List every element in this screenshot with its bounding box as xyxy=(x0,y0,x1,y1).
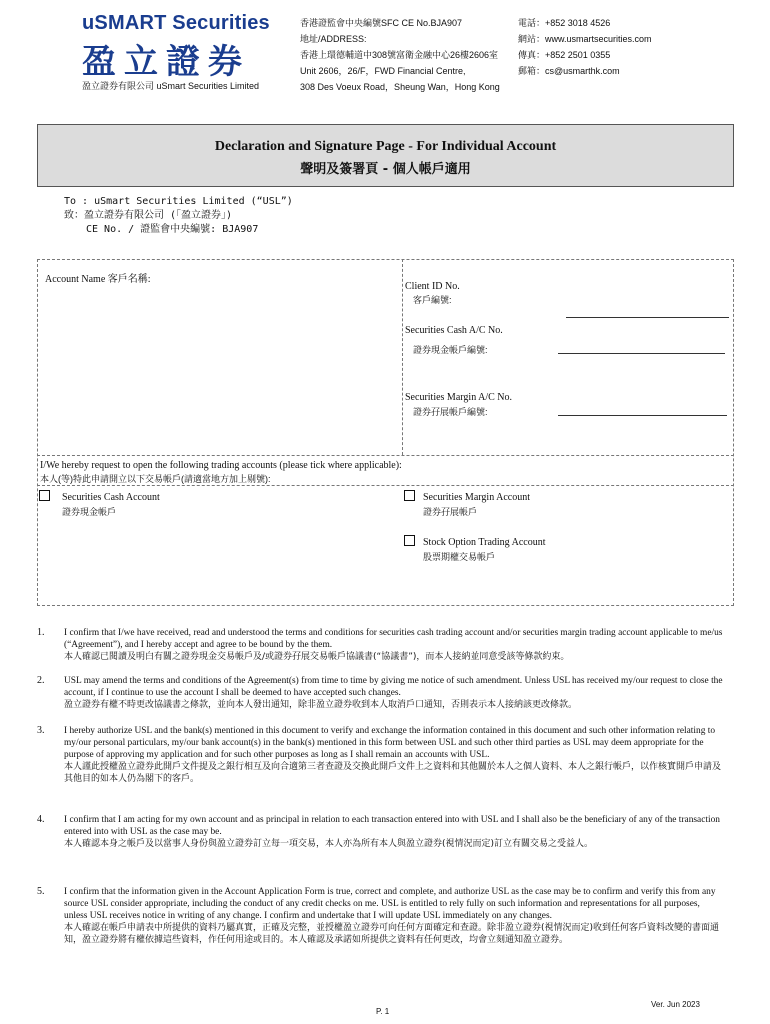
address-line: Unit 2606，26/F，FWD Financial Centre, xyxy=(300,66,466,76)
addressee-line: To : uSmart Securities Limited (“USL”) xyxy=(64,196,293,207)
clause-chinese: 本人確認本身之帳戶及以當事人身份與盈立證券訂立每一項交易，本人亦為所有本人與盈立證券(視情況而定)訂立有關交易之受益人。 xyxy=(64,839,594,849)
clause-text xyxy=(64,886,724,946)
contact-phone: 電話：+852 3018 4526 xyxy=(518,18,611,28)
brand-company-name: 盈立證券有限公司 uSmart Securities Limited xyxy=(82,81,260,91)
clause-chinese: 盈立證券有權不時更改協議書之條款，並向本人發出通知，除非盈立證券收到本人取消戶口通知，否則表示本人接納該更改條款。 xyxy=(64,700,578,710)
address-line: 308 Des Voeux Road，Sheung Wan，Hong Kong xyxy=(300,82,500,92)
option-account-checkbox[interactable] xyxy=(404,535,415,546)
option-account-option-label: Stock Option Trading Account xyxy=(423,537,546,548)
margin-account-checkbox[interactable] xyxy=(404,490,415,501)
address-line: 地址/ADDRESS: xyxy=(300,34,367,44)
form-divider xyxy=(37,455,734,456)
clause-number: 3. xyxy=(37,725,45,736)
addressee-line: CE No. / 證監會中央編號: BJA907 xyxy=(86,224,259,235)
clause-chinese: 本人確認在帳戶申請表中所提供的資料乃屬真實，正確及完整，並授權盈立證券可向任何方面確定和查證。除非盈立證券(視情況而定)收到任何客戶資料改變的書面通知，盈立證券將有權依據這些資料，作任何用途或目的。本人確認及承諾如所提供之資料有任何更改，均會立刻通知盈立證券。 xyxy=(64,923,720,945)
page-title-chinese: 聲明及簽署頁 - 個人帳戶適用 xyxy=(300,162,471,177)
margin-account-option-label-chinese: 證券孖展帳戶 xyxy=(423,507,478,517)
clause-text xyxy=(64,814,724,850)
request-text: I/We hereby request to open the following trading accounts (please tick where applicable): xyxy=(40,460,402,471)
clause-text xyxy=(64,725,724,785)
clause-text xyxy=(64,675,724,711)
cash-ac-field[interactable] xyxy=(558,353,725,354)
account-name-label: Account Name 客戶名稱: xyxy=(45,274,151,285)
address-line: 香港上環德輔道中308號富衛金融中心26樓2606室 xyxy=(300,50,499,60)
clause-english: I confirm that the information given in the Account Application Form is true, correct and complete, and authorize USL as the case may be to confirm and verify this from any source USL consider appropriate, including the conduct of any credit checks on me. USL is entitled to rely fully on such information and representations for all purposes, unless USL receives notice in writing of any change. I confirm and undertake that I will update USL immediately on any changes. xyxy=(64,887,716,921)
clause-number: 1. xyxy=(37,627,45,638)
clause-english: I confirm that I/we have received, read and understood the terms and conditions for securities cash trading account and/or securities margin trading account applicable to me/us (“Agreement”), and I hereby accept and agree to be bound by the them. xyxy=(64,628,723,650)
contact-fax: 傳真：+852 2501 0355 xyxy=(518,50,611,60)
form-divider xyxy=(402,259,403,455)
cash-account-option-label-chinese: 證券現金帳戶 xyxy=(62,507,117,517)
clause-text xyxy=(64,627,724,663)
cash-ac-label: Securities Cash A/C No. xyxy=(405,325,503,336)
clause-english: I hereby authorize USL and the bank(s) mentioned in this document to verify and exchange the information contained in this document and such other information relating to my/our personal particulars, my/our bank account(s) in the bank(s) mentioned in this form between USL and such other third parties as USL may deem appropriate for the purpose of approving my application and for such other purposes as long as I shall remain an accounts with USL. xyxy=(64,726,716,760)
company-contact xyxy=(518,15,652,79)
clause-number: 5. xyxy=(37,886,45,897)
title-box xyxy=(37,124,734,187)
addressee-line: 致：盈立證券有限公司 (「盈立證券」) xyxy=(64,210,233,221)
clause-english: USL may amend the terms and conditions of the Agreement(s) from time to time by giving me notice of such amendment. Unless USL has received my/our request to close the account, if I continue to use the account I shall be deemed to have accepted such changes. xyxy=(64,676,723,698)
clause-chinese: 本人確認已閱讀及明白有關之證券現金交易帳戶及/或證券孖展交易帳戶協議書(“協議書”)，而本人接納並同意受該等條款約束。 xyxy=(64,652,570,662)
page-number: P. 1 xyxy=(376,1007,390,1016)
margin-ac-label: Securities Margin A/C No. xyxy=(405,392,513,403)
cash-account-checkbox[interactable] xyxy=(39,490,50,501)
account-form xyxy=(37,259,734,606)
addressee-block xyxy=(64,195,293,237)
brand-logo-chinese: 盈立證券 xyxy=(82,42,250,82)
contact-website[interactable]: 網站：www.usmartsecurities.com xyxy=(518,34,652,44)
clause-english: I confirm that I am acting for my own account and as principal in relation to each transaction entered into with USL and I shall also be the beneficiary of any of the transaction entered into with USL as the case may be. xyxy=(64,815,720,837)
page-title: Declaration and Signature Page - For Individual Account xyxy=(214,139,557,154)
clause-chinese: 本人謹此授權盈立證券此開戶文件提及之銀行相互及向合適第三者查證及交換此開戶文件上之資料和其他關於本人之個人資料、本人之銀行帳戶，以作核實開戶申請及其他目的如本人仍為閣下的客戶。 xyxy=(64,762,722,784)
margin-account-option-label: Securities Margin Account xyxy=(423,492,531,503)
margin-ac-label-chinese: 證券孖展帳戶編號: xyxy=(413,407,488,417)
version-label: Ver. Jun 2023 xyxy=(651,1000,700,1009)
request-text-chinese: 本人(等)特此申請開立以下交易帳戶(請適當地方加上剔號): xyxy=(40,474,271,484)
clause-number: 4. xyxy=(37,814,45,825)
clause-number: 2. xyxy=(37,675,45,686)
client-id-field[interactable] xyxy=(566,317,729,318)
address-line: 香港證監會中央編號SFC CE No.BJA907 xyxy=(300,18,463,28)
cash-account-option-label: Securities Cash Account xyxy=(62,492,160,503)
client-id-label-chinese: 客戶編號: xyxy=(413,295,452,305)
contact-email[interactable]: 郵箱：cs@usmarthk.com xyxy=(518,66,620,76)
client-id-label: Client ID No. xyxy=(405,281,460,292)
cash-ac-label-chinese: 證券現金帳戶編號: xyxy=(413,345,488,355)
company-address xyxy=(300,15,500,95)
margin-ac-field[interactable] xyxy=(558,415,727,416)
brand-logo-text: uSMART Securities xyxy=(82,12,270,34)
option-account-option-label-chinese: 股票期權交易帳戶 xyxy=(423,552,496,562)
